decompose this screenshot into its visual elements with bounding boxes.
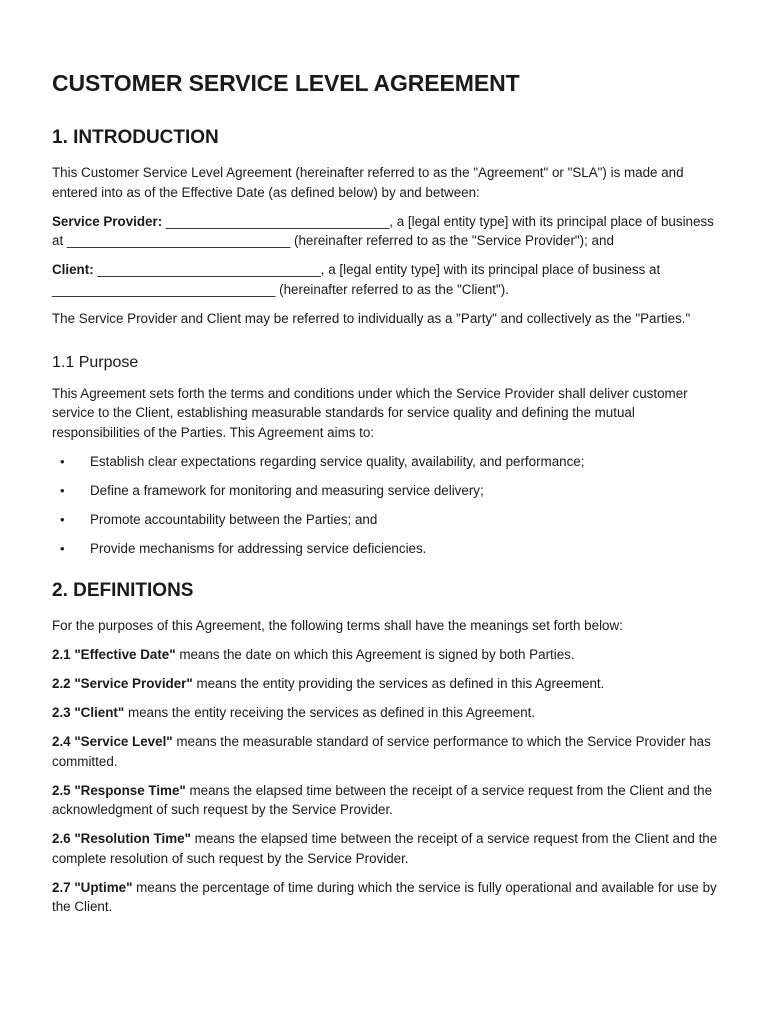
definition-term: 2.1 "Effective Date" <box>52 647 176 662</box>
list-item: • Promote accountability between the Parties; and <box>52 510 718 530</box>
service-provider-paragraph <box>52 212 718 251</box>
definition-item: 2.5 "Response Time" means the elapsed time between the receipt of a service request from the Client and the acknowledgment of such request by the Service Provider. <box>52 782 713 817</box>
definition-term: 2.6 "Resolution Time" <box>52 831 191 846</box>
bullet-icon: • <box>60 453 65 469</box>
client-paragraph <box>52 260 718 299</box>
definition-term: 2.5 "Response Time" <box>52 782 186 798</box>
definition-item: 2.7 "Uptime" means the percentage of time during which the service is fully operational and available for use by the Client. <box>52 879 717 914</box>
definition-item: 2.1 "Effective Date" means the date on which this Agreement is signed by both Parties. <box>52 647 575 662</box>
list-item: • Provide mechanisms for addressing service deficiencies. <box>52 539 718 559</box>
definition-item: 2.6 "Resolution Time" means the elapsed time between the receipt of a service request from the Client and the complete resolution of such request by the Service Provider. <box>52 831 718 866</box>
list-item: • Define a framework for monitoring and measuring service delivery; <box>52 481 718 501</box>
definition-term: 2.2 "Service Provider" <box>52 676 193 691</box>
client-label: Client: <box>52 262 94 277</box>
definition-term: 2.7 "Uptime" <box>52 879 133 895</box>
definition-term: 2.4 "Service Level" <box>52 734 173 749</box>
definition-term: 2.3 "Client" <box>52 705 125 720</box>
bullet-icon: • <box>60 482 65 498</box>
definition-item: 2.3 "Client" means the entity receiving the services as defined in this Agreement. <box>52 705 536 720</box>
document-title: CUSTOMER SERVICE LEVEL AGREEMENT <box>52 70 520 96</box>
bullet-icon: • <box>60 511 65 527</box>
subsection-heading-purpose: 1.1 Purpose <box>52 353 139 371</box>
intro-paragraph: This Customer Service Level Agreement (hereinafter referred to as the "Agreement" or "SLA") is made and entered into as of the Effective Date (as defined below) by and between: <box>52 165 684 200</box>
section-heading-introduction: 1. INTRODUCTION <box>52 127 219 148</box>
service-provider-label: Service Provider: <box>52 213 163 229</box>
purpose-list <box>52 452 718 559</box>
section-heading-definitions: 2. DEFINITIONS <box>52 580 194 601</box>
definition-item: 2.4 "Service Level" means the measurable standard of service performance to which the Service Provider has committed. <box>52 734 711 769</box>
client-text: ______________________________, a [legal entity type] with its principal place of business at ______________________________ (hereinafter referred to as the "Client"). <box>52 262 661 297</box>
purpose-paragraph: This Agreement sets forth the terms and conditions under which the Service Provider shall deliver customer service to the Client, establishing measurable standards for service quality and defining the mutual responsibilities of the Parties. This Agreement aims to: <box>52 385 688 440</box>
definitions-intro: For the purposes of this Agreement, the following terms shall have the meanings set forth below: <box>52 618 623 633</box>
service-provider-text: ______________________________, a [legal entity type] with its principal place of business at ______________________________ (hereinafter referred to as the "Service Provider"); and <box>52 213 714 248</box>
bullet-icon: • <box>60 540 65 556</box>
definition-item: 2.2 "Service Provider" means the entity providing the services as defined in this Agreement. <box>52 676 605 691</box>
parties-paragraph: The Service Provider and Client may be referred to individually as a "Party" and collectively as the "Parties." <box>52 310 691 326</box>
list-item: • Establish clear expectations regarding service quality, availability, and performance; <box>52 452 718 472</box>
